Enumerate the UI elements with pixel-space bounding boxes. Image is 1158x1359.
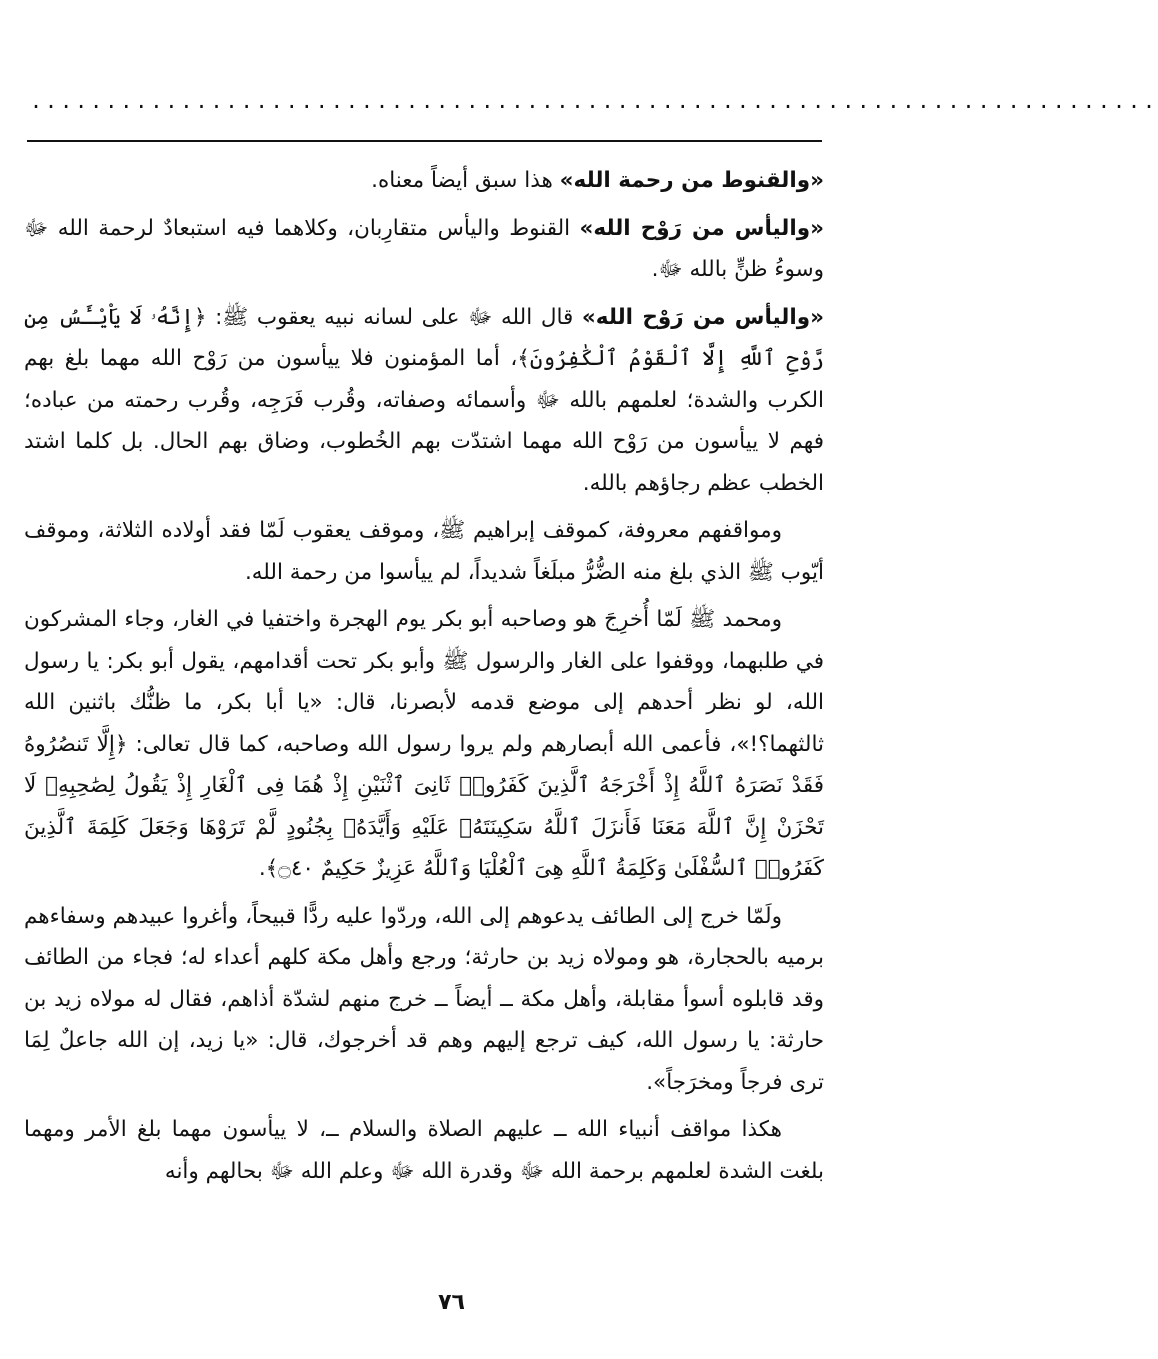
paragraph-p3 [24,297,824,505]
quran-verse: ﴿إِنَّهُۥ لَا يَاْيْـَٔسُ مِن رَّوْحِ ٱللَّهِ إِلَّا ٱلْقَوْمُ ٱلْكَٰفِرُونَ﴾ [24,304,825,371]
paragraph-p4 [24,510,824,593]
paragraph-p6 [24,896,824,1104]
paragraph-p7 [24,1109,824,1192]
header-rule [27,140,822,142]
paragraph-text: ولَمّا خرج إلى الطائف يدعوهم إلى الله، وردّوا عليه ردًّا قبيحاً، وأغروا عبيدهم وسفاءهم برميه بالحجارة، هو ومولاه زيد بن حارثة؛ ورجع وأهل مكة كلهم أعداء له؛ فجاء من الطائف وقد قابلوه أسوأ مقابلة، وأهل مكة ــ أيضاً ــ خرج منهم لشدّة أذاهم، فقال له مولاه زيد بن حارثة: يا رسول الله، كيف ترجع إليهم وهم قد أخرجوك، قال: «يا زيد، إن الله جاعلٌ لِمَا ترى فرجاً ومخرَجاً». [24,903,824,1095]
paragraph-p5 [24,599,824,890]
quoted-heading: «واليأس من رَوْح الله» [581,304,824,330]
paragraph-text: ، أما المؤمنون فلا ييأسون من رَوْح الله مهما بلغ بهم الكرب والشدة؛ لعلمهم بالله ﷻ وأسمائه وصفاته، وقُرب فَرَجِه، وقُرب رحمته من عباده؛ فهم لا ييأسون من رَوْح الله مهما اشتدّت بهم الخُطوب، وضاق بهم الحال. بل كلما اشتد الخطب عظم رجاؤهم بالله. [24,346,824,496]
paragraph-text: هذا سبق أيضاً معناه. [371,168,560,193]
paragraph-text: قال الله ﷻ على لسانه نبيه يعقوب ﷺ: [206,304,582,330]
paragraph-p2 [24,208,824,291]
paragraph-text: هكذا مواقف أنبياء الله ــ عليهم الصلاة والسلام ــ، لا ييأسون مهما بلغ الأمر ومهما بلغت الشدة لعلمهم برحمة الله ﷻ وقدرة الله ﷻ وعلم الله ﷻ بحالهم وأنه [24,1117,824,1184]
quoted-heading: «واليأس من رَوْح الله» [579,215,824,241]
paragraph-text: ومحمد ﷺ لَمّا أُخرِجَ هو وصاحبه أبو بكر يوم الهجرة واختفيا في الغار، وجاء المشركون في طلبهما، ووقفوا على الغار والرسول ﷺ وأبو بكر تحت أقدامهم، يقول أبو بكر: يا رسول الله، لو نظر أحدهم إلى موضع قدمه لأبصرنا، قال: «يا أبا بكر، ما ظنُّك باثنين الله ثالثهما؟!»، فأعمى الله أبصارهم ولم يروا رسول الله وصاحبه، كما قال تعالى: [24,607,824,757]
quran-verse: ﴿إِلَّا تَنصُرُوهُ فَقَدْ نَصَرَهُ ٱللَّهُ إِذْ أَخْرَجَهُ ٱلَّذِينَ كَفَرُوا۟ ثَانِىَ ٱثْنَيْنِ إِذْ هُمَا فِى ٱلْغَارِ إِذْ يَقُولُ لِصَٰحِبِهِۦ لَا تَحْزَنْ إِنَّ ٱللَّهَ مَعَنَا فَأَنزَلَ ٱللَّهُ سَكِينَتَهُۥ عَلَيْهِ وَأَيَّدَهُۥ بِجُنُودٍ لَّمْ تَرَوْهَا وَجَعَلَ كَلِمَةَ ٱلَّذِينَ كَفَرُوا۟ ٱلسُّفْلَىٰ وَكَلِمَةُ ٱللَّهِ هِىَ ٱلْعُلْيَا وَٱللَّهُ عَزِيزٌ حَكِيمٌ ۝٤٠﴾ [24,731,824,881]
paragraph-text: ومواقفهم معروفة، كموقف إبراهيم ﷺ، وموقف يعقوب لَمّا فقد أولاده الثلاثة، وموقف أيّوب ﷺ الذي بلغ منه الضُّرُّ مبلَغاً شديداً، لم ييأسوا من رحمة الله. [24,518,824,585]
paragraph-text: القنوط واليأس متقارِبان، وكلاهما فيه استبعادٌ لرحمة الله ﷻ وسوءُ ظنٍّ بالله ﷻ. [24,215,824,282]
header-dotted-line: ........................................................................... [30,89,1158,113]
quoted-heading: «والقنوط من رحمة الله» [559,168,824,193]
paragraph-p1 [24,160,824,202]
body-text [24,160,824,1198]
paragraph-text: . [258,856,266,881]
page-number: ٧٦ [438,1290,465,1315]
